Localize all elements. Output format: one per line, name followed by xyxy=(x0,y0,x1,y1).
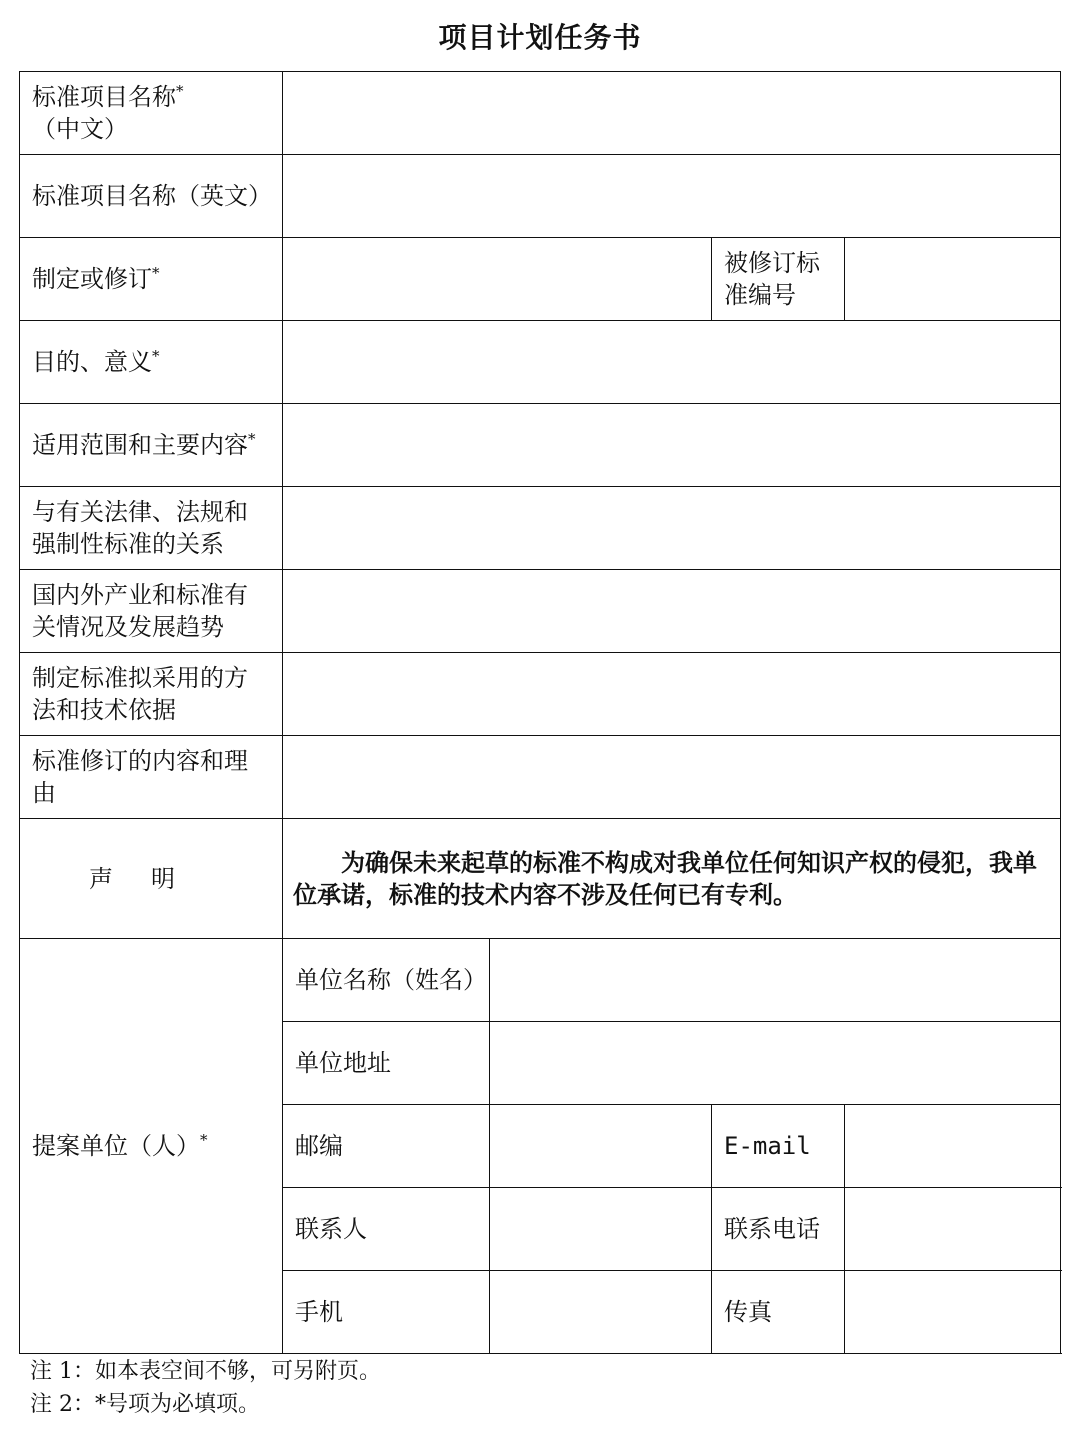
unit-address-field[interactable] xyxy=(490,1022,1061,1105)
row-unit-name xyxy=(20,939,1061,1022)
reason-field[interactable] xyxy=(283,736,1061,819)
industry-field[interactable] xyxy=(283,570,1061,653)
proposer-label xyxy=(20,939,283,1354)
required-mark: * xyxy=(200,1131,208,1149)
postcode-field[interactable] xyxy=(490,1105,712,1188)
row-laws xyxy=(20,487,1061,570)
fax-field[interactable] xyxy=(845,1271,1061,1354)
row-purpose xyxy=(20,321,1061,404)
reason-label: 标准修订的内容和理由 xyxy=(20,736,283,819)
phone-field[interactable] xyxy=(845,1188,1061,1271)
note-1: 注 1：如本表空间不够，可另附页。 xyxy=(30,1359,381,1384)
required-mark: * xyxy=(248,430,256,448)
mobile-label: 手机 xyxy=(283,1271,490,1354)
email-label: E-mail xyxy=(712,1105,845,1188)
row-name-en xyxy=(20,155,1061,238)
phone-label: 联系电话 xyxy=(712,1188,845,1271)
declaration-text xyxy=(283,819,1061,939)
scope-label-text: 适用范围和主要内容 xyxy=(32,431,248,459)
name-cn-label xyxy=(20,72,283,155)
revised-standard-number-field[interactable] xyxy=(845,238,1061,321)
revise-label xyxy=(20,238,283,321)
row-scope xyxy=(20,404,1061,487)
row-industry xyxy=(20,570,1061,653)
declaration-label-text: 声明 xyxy=(89,864,213,893)
unit-name-field[interactable] xyxy=(490,939,1061,1022)
row-method xyxy=(20,653,1061,736)
purpose-field[interactable] xyxy=(283,321,1061,404)
declaration-label xyxy=(20,819,283,939)
row-name-cn xyxy=(20,72,1061,155)
name-en-label: 标准项目名称（英文） xyxy=(20,155,283,238)
scope-field[interactable] xyxy=(283,404,1061,487)
required-mark: * xyxy=(152,347,160,365)
declaration-paragraph: 为确保未来起草的标准不构成对我单位任何知识产权的侵犯，我单位承诺，标准的技术内容不涉及任何已有专利。 xyxy=(293,848,1037,909)
mobile-field[interactable] xyxy=(490,1271,712,1354)
purpose-label xyxy=(20,321,283,404)
contact-label: 联系人 xyxy=(283,1188,490,1271)
method-label: 制定标准拟采用的方法和技术依据 xyxy=(20,653,283,736)
contact-field[interactable] xyxy=(490,1188,712,1271)
name-cn-field[interactable] xyxy=(283,72,1061,155)
name-cn-label-suffix: （中文） xyxy=(32,115,128,143)
purpose-label-text: 目的、意义 xyxy=(32,348,152,376)
scope-label xyxy=(20,404,283,487)
row-reason xyxy=(20,736,1061,819)
laws-label: 与有关法律、法规和强制性标准的关系 xyxy=(20,487,283,570)
name-cn-label-text: 标准项目名称 xyxy=(32,83,176,111)
revise-field[interactable] xyxy=(283,238,712,321)
note-2: 注 2：*号项为必填项。 xyxy=(30,1392,260,1417)
required-mark: * xyxy=(152,264,160,282)
unit-address-label: 单位地址 xyxy=(283,1022,490,1105)
postcode-label: 邮编 xyxy=(283,1105,490,1188)
document-title: 项目计划任务书 xyxy=(438,21,642,54)
revise-label-text: 制定或修订 xyxy=(32,265,152,293)
required-mark: * xyxy=(176,82,184,100)
fax-label: 传真 xyxy=(712,1271,845,1354)
row-revise xyxy=(20,238,1061,321)
notes xyxy=(30,1355,381,1421)
name-en-field[interactable] xyxy=(283,155,1061,238)
unit-name-label: 单位名称（姓名） xyxy=(283,939,490,1022)
email-field[interactable] xyxy=(845,1105,1061,1188)
industry-label: 国内外产业和标准有关情况及发展趋势 xyxy=(20,570,283,653)
project-plan-form xyxy=(19,71,1061,1354)
revised-standard-number-label: 被修订标准编号 xyxy=(712,238,845,321)
method-field[interactable] xyxy=(283,653,1061,736)
proposer-label-text: 提案单位（人） xyxy=(32,1132,200,1160)
row-declaration xyxy=(20,819,1061,939)
laws-field[interactable] xyxy=(283,487,1061,570)
